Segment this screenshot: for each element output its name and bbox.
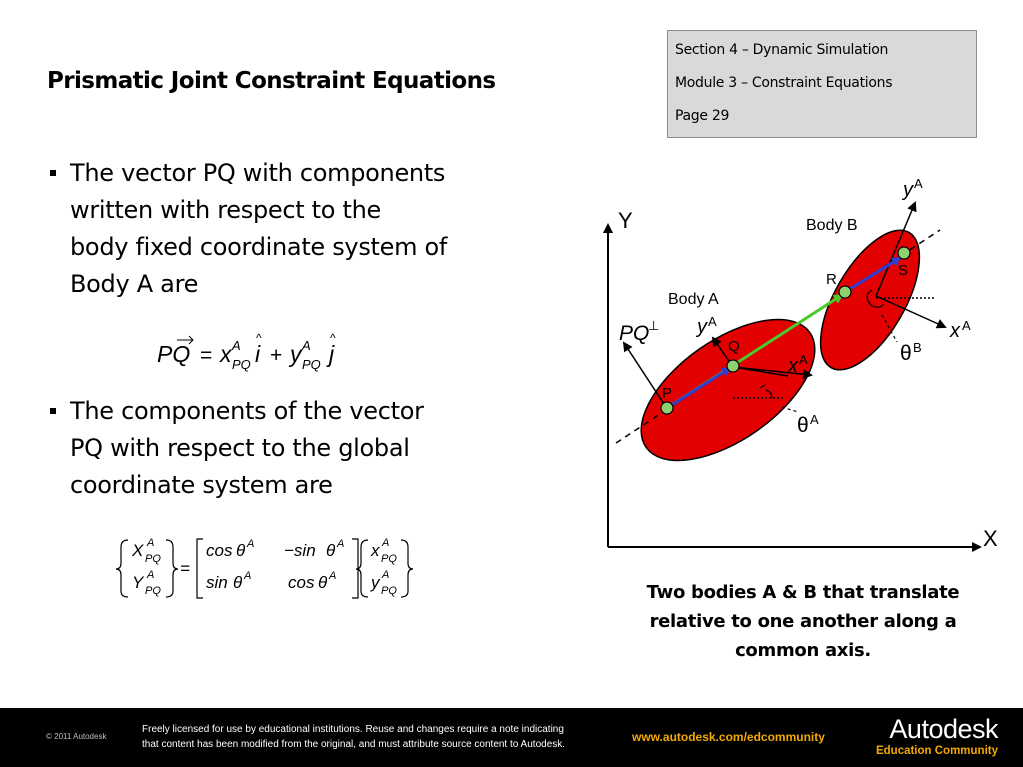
bullet-line: The vector PQ with components [70,159,446,187]
footer-bar [0,708,1023,767]
eq2-cos-2: cos [288,573,315,592]
pq-perp-arrow [624,343,666,407]
body-b-label: Body B [806,217,858,234]
bullet-line: coordinate system are [70,471,333,499]
eq1-i: i [255,341,261,367]
hat-icon: ^ [330,331,336,345]
label-pq-perp: PQ [619,322,650,345]
brand-name: Autodesk [889,714,998,744]
label-p: P [662,385,673,402]
eq1-x: x [220,341,232,367]
eq1-x-sup: A [232,338,241,353]
eq2-X-sub: PQ [145,553,161,565]
label-body-b-y: y [903,179,913,201]
eq2-Y-sub: PQ [145,585,161,597]
eq2-X: X [132,541,144,560]
eq2-theta-sup-2: A [337,538,345,550]
caption-line: Two bodies A & B that translate [646,582,960,603]
body-a-label: Body A [668,291,719,308]
module-label: Module 3 – Constraint Equations [675,75,893,91]
label-body-a-x-sup: A [799,352,808,367]
x-axis-label: X [983,526,998,551]
theta-a-leader [782,407,798,412]
eq2-x-sub: PQ [381,553,397,565]
eq2-theta-3: θ [233,573,243,592]
label-s: S [898,262,909,279]
eq2-equals: = [180,559,190,578]
caption-line: common axis. [735,640,871,661]
eq1-plus: + [270,344,283,367]
eq1-y-sub: PQ [302,357,321,372]
eq2-theta-2: θ [326,541,336,560]
y-axis-label: Y [618,208,633,233]
eq2-Y: Y [132,573,144,592]
copyright-text: © 2011 Autodesk [46,732,107,741]
eq2-theta-4: θ [318,573,328,592]
eq1-j: j [329,341,335,367]
caption-line: relative to one another along a [649,611,957,632]
bullet-line: PQ with respect to the global [70,434,410,462]
eq2-x-sup: A [382,537,390,549]
label-q: Q [728,338,740,355]
figure-caption [630,578,976,665]
slide-title: Prismatic Joint Constraint Equations [47,68,496,94]
eq1-y-sup: A [302,338,311,353]
eq2-theta-1: θ [236,541,246,560]
brand-subtitle: Education Community [875,745,998,757]
label-perp-symbol: ⊥ [648,318,660,333]
label-body-a-x: x [788,355,798,377]
bullet-line: Body A are [70,270,199,298]
eq1-y: y [290,341,302,367]
eq1-equals: = [200,344,213,367]
label-theta-a-sup: A [810,412,819,427]
eq2-theta-sup-1: A [247,538,255,550]
autodesk-logo [862,714,998,758]
body-b-shape [801,215,940,385]
eq1-x-sub: PQ [232,357,251,372]
label-theta-a: θ [797,414,809,437]
point-p [661,402,673,414]
point-s [898,247,910,259]
eq2-minus-sin: −sin [284,541,316,560]
eq2-y: y [371,573,380,592]
label-body-b-y-sup: A [914,176,923,191]
eq1-pq: PQ [157,341,191,367]
label-r: R [826,271,837,288]
bullet-line: The components of the vector [70,397,424,425]
eq2-theta-sup-4: A [329,570,337,582]
eq2-X-sup: A [147,537,155,549]
eq2-sin-1: sin [206,573,228,592]
section-label: Section 4 – Dynamic Simulation [675,42,889,58]
point-q [727,360,739,372]
point-r [839,286,851,298]
label-theta-b-sup: B [913,340,922,355]
license-line: Freely licensed for use by educational institutions. Reuse and changes require a note indicating [142,724,564,735]
eq2-x: x [371,541,380,560]
eq2-theta-sup-3: A [244,570,252,582]
label-theta-b: θ [900,342,912,365]
label-body-a-y: y [697,316,707,338]
eq2-cos-1: cos [206,541,233,560]
bullet-line: written with respect to the [70,196,381,224]
bullet-line: body fixed coordinate system of [70,233,448,261]
page-label: Page 29 [675,108,730,124]
license-text [142,722,565,752]
eq2-y-sub: PQ [381,585,397,597]
eq2-y-sup: A [382,569,390,581]
label-body-b-x-sup: A [962,318,971,333]
community-link[interactable]: www.autodesk.com/edcommunity [632,730,825,744]
label-body-b-x: x [950,320,960,342]
label-body-a-y-sup: A [708,314,717,329]
hat-icon: ^ [256,331,262,345]
eq2-Y-sup: A [147,569,155,581]
license-line: that content has been modified from the original, and must attribute source content to Autodesk. [142,739,566,750]
